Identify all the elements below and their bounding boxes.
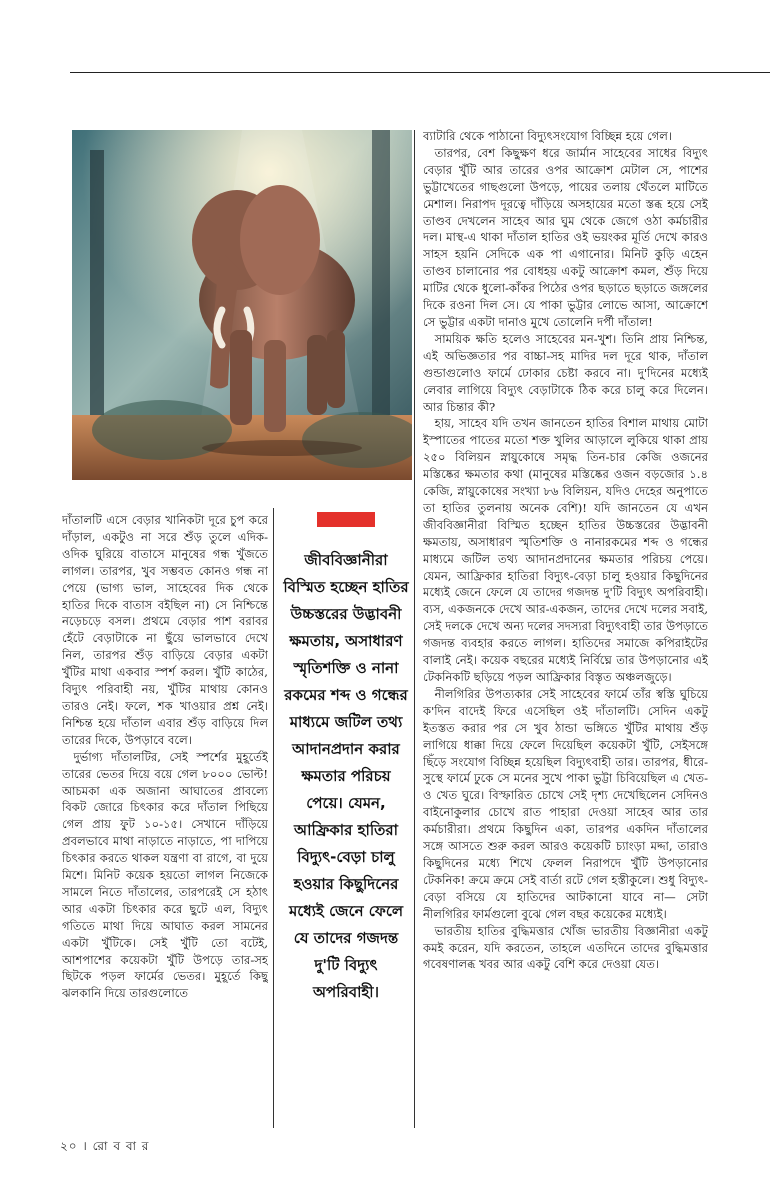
left-paragraph: দাঁতালটি এসে বেড়ার খানিকটা দূরে চুপ করে দাঁড়াল, একটুও না সরে শুঁড় তুলে এদিক-ওদিক ঘুরিয়ে বাতাসে মানুষের গন্ধ খুঁজতে লাগল। তারপর, খুব সম্ভবত কোনও গন্ধ না পেয়ে (ভাগ্য ভাল, সাহেবের দিক থেকে হাতির দিকে বাতাস বইছিল না) সে নিশ্চিন্তে নড়েচড়ে বসল। প্রথমে বেড়ার পাশ বরাবর হেঁটে বেড়াটাকে না ছুঁয়ে ভালভাবে দেখে নিল, তারপর শুঁড় বাড়িয়ে বেড়ার একটা খুঁটির মাথা একবার স্পর্শ করল। খুঁটি কাঠের, বিদ্যুৎ পরিবাহী নয়, খুঁটির মাথায় কোনও তারও নেই। ফলে, শক খাওয়ার প্রশ্ন নেই। নিশ্চিন্ত হয়ে দাঁতাল এবার শুঁড় বাড়িয়ে দিল তারের দিকে, উপড়াবে বলে। xyxy=(62,513,268,747)
page-footer xyxy=(60,1138,149,1158)
right-paragraph: নীলগিরির উপত্যকার সেই সাহেবের ফার্মে তাঁর স্বস্তি ঘুচিয়ে ক'দিন বাদেই ফিরে এসেছিল ওই দাঁতালটি। সেদিন একটু ইতস্তত করার পর সে খুব ঠান্ডা ভঙ্গিতে খুঁটির মাথায় শুঁড় লাগিয়ে ধাক্কা দিয়ে ফেলে দিয়েছিল কয়েকটা খুঁটি, সেইসঙ্গে ছিঁড়ে সংযোগ বিচ্ছিন্ন হয়েছিল বিদ্যুৎবাহী তার। তারপর, ধীরে-সুস্থে ফার্মে ঢুকে সে মনের সুখে পাকা ভুট্টা চিবিয়েছিল এ খেত-ও খেত ঘুরে। বিস্ফারিত চোখে সেই দৃশ্য দেখেছিলেন সেদিনও বাইনোকুলার চোখে রাত পাহারা দেওয়া সাহেব আর তার কর্মচারীরা। প্রথমে কিছুদিন একা, তারপর একদিন দাঁতালের সঙ্গে আসতে শুরু করল আরও কয়েকটি চ্যাংড়া মদ্দা, তারাও কিছুদিনের মধ্যে শিখে ফেলল নিরাপদে খুঁটি উপড়ানোর টেকনিক! ক্রমে ক্রমে সেই বার্তা রটে গেল হস্তীকুলে। শুধু বিদ্যুৎ-বেড়া বসিয়ে যে হাতিদের আটকানো যাবে না— সেটা নীলগিরির ফার্মগুলো বুঝে গেল বছর কয়েকের মধ্যেই। xyxy=(423,686,708,921)
pull-quote-text: জীববিজ্ঞানীরা বিস্মিত হচ্ছেন হাতির উচ্চস্তরের উদ্ভাবনী ক্ষমতায়, অসাধারণ স্মৃতিশক্তি ও নানা রকমের শব্দ ও গন্ধের মাধ্যমে জটিল তথ্য আদানপ্রদান করার ক্ষমতার পরিচয় পেয়ে। যেমন, আফ্রিকার হাতিরা বিদ্যুৎ-বেড়া চালু হওয়ার কিছুদিনের মধ্যেই জেনে ফেলে যে তাদের গজদন্ত দু'টি বিদ্যুৎ অপরিবাহী। xyxy=(283,551,409,1001)
right-paragraph: ব্যাটারি থেকে পাঠানো বিদ্যুৎসংযোগ বিচ্ছিন্ন হয়ে গেল। xyxy=(423,129,673,143)
right-column xyxy=(423,128,708,1108)
column-divider-right xyxy=(414,130,415,1128)
magazine-name: রো ব বা র xyxy=(92,1139,150,1153)
footer-separator: । xyxy=(82,1139,88,1153)
right-paragraph: হায়, সাহেব যদি তখন জানতেন হাতির বিশাল মাথায় মোটা ইস্পাতের পাতের মতো শক্ত খুলির আড়ালে লুকিয়ে থাকা প্রায় ২৫০ বিলিয়ন স্নায়ুকোষে সমৃদ্ধ তিন-চার কেজি ওজনের মস্তিষ্কের ক্ষমতার কথা (মানুষের মস্তিষ্কের ওজন বড়জোর ১.৪ কেজি, স্নায়ুকোষের সংখ্যা ৮৬ বিলিয়ন, যদিও দেহের অনুপাতে তা হাতির তুলনায় অনেক বেশি)! যদি জানতেন যে এখন জীববিজ্ঞানীরা বিস্মিত হচ্ছেন হাতির উচ্চস্তরের উদ্ভাবনী ক্ষমতায়, অসাধারণ স্মৃতিশক্তি ও নানারকমের শব্দ ও গন্ধের মাধ্যমে জটিল তথ্য আদানপ্রদানের ক্ষমতার পরিচয় পেয়ে। যেমন, আফ্রিকার হাতিরা বিদ্যুৎ-বেড়া চালু হওয়ার কিছুদিনের মধ্যেই জেনে ফেলে যে তাদের গজদন্ত দু'টি বিদ্যুৎ অপরিবাহী। ব্যস, একজনকে দেখে আর-একজন, তাদের দেখে দলের সবাই, সেই দলকে দেখে অন্য দলের সদস্যরা বিদ্যুৎবাহী তার উপড়াতে গজদন্ত ব্যবহার করতে লাগল। হাতিদের সমাজে কপিরাইটের বালাই নেই। কয়েক বছরের মধ্যেই নির্বিঘ্নে তার উপড়ানোর এই টেকনিকটি ছড়িয়ে পড়ল আফ্রিকার বিস্তৃত অঞ্চলজুড়ে। xyxy=(423,416,708,684)
left-column xyxy=(62,512,268,1112)
elephant-illustration xyxy=(72,130,412,480)
right-paragraph: তারপর, বেশ কিছুক্ষণ ধরে জার্মান সাহেবের সাধের বিদ্যুৎ বেড়ার খুঁটি আর তারের ওপর আক্রোশ মেটাল সে, পাশের ভুট্টাখেতের গাছগুলো উপড়ে, পায়ের তলায় থেঁতলে মাটিতে মেশাল। নিরাপদ দূরত্বে দাঁড়িয়ে অসহায়ের মতো স্তব্ধ হয়ে সেই তাণ্ডব দেখলেন সাহেব আর ঘুম থেকে জেগে ওঠা কর্মচারীর দল। মাস্থ-এ থাকা দাঁতাল হাতির ওই ভয়ংকর মূর্তি দেখে কারও সাহস হয়নি সেদিকে এক পা এগানোর। মিনিট কুড়ি এহেন তাণ্ডব চালানোর পর বোধহয় একটু আক্রোশ কমল, শুঁড় দিয়ে মাটির থেকে ধুলো-কাঁকর পিঠের ওপর ছড়াতে ছড়াতে জঙ্গলের দিকে রওনা দিল সে। যে পাকা ভুট্টার লোভে আসা, আক্রোশে সে ভুট্টার একটা দানাও মুখে তোলেনি দর্পী দাঁতাল! xyxy=(423,145,708,329)
page-number: ২০ xyxy=(60,1139,78,1153)
column-divider-left xyxy=(273,508,274,1128)
right-paragraph: সাময়িক ক্ষতি হলেও সাহেবের মন-খুশ। তিনি প্রায় নিশ্চিন্ত, এই অভিজ্ঞতার পর বাচ্চা-সহ মাদির দল দূরে থাক, দাঁতাল গুন্ডাগুলোও ফার্মে ঢোকার চেষ্টা করবে না। দু'দিনের মধ্যেই লেবার লাগিয়ে বিদ্যুৎ বেড়াটাকে ঠিক করে চালু করে দিলেন। আর চিন্তার কী? xyxy=(423,331,708,414)
left-paragraph: দুর্ভাগ্য দাঁতালটির, সেই স্পর্শের মুহূর্তেই তারের ভেতর দিয়ে বয়ে গেল ৮০০০ ভোল্ট! আচমকা এক অজানা আঘাতের প্রাবল্যে বিকট জোরে চিৎকার করে দাঁতাল পিছিয়ে গেল প্রায় ফুট ১০-১৫। সেখানে দাঁড়িয়ে প্রবলভাবে মাথা নাড়াতে নাড়াতে, পা দাপিয়ে চিৎকার করতে থাকল যন্ত্রণা বা রাগে, বা দুয়ে মিশে। মিনিট কয়েক হয়তো লাগল নিজেকে সামলে নিতে দাঁতালের, তারপরেই সে হঠাৎ আর একটা চিৎকার করে ছুটে এল, বিদ্যুৎ গতিতে মাথা দিয়ে আঘাত করল সামনের একটা খুঁটিকে। সেই খুঁটি তো বটেই, আশপাশের কয়েকটা খুঁটি উপড়ে তার-সহ ছিটকে পড়ল ফার্মের ভেতর। মুহূর্তে কিছু ঝলকানি দিয়ে তারগুলোতে xyxy=(62,749,268,1001)
right-paragraph: ভারতীয় হাতির বুদ্ধিমত্তার খোঁজ ভারতীয় বিজ্ঞানীরা একটু কমই করেন, যদি করতেন, তাহলে এতদিনে তাদের বুদ্ধিমত্তার গবেষণালব্ধ খবর আর একটু বেশি করে দেওয়া যেত। xyxy=(423,923,708,972)
elephant-photo xyxy=(72,130,412,480)
pull-quote-accent-bar xyxy=(317,512,375,527)
pull-quote xyxy=(282,512,410,1072)
top-rule xyxy=(70,72,770,73)
